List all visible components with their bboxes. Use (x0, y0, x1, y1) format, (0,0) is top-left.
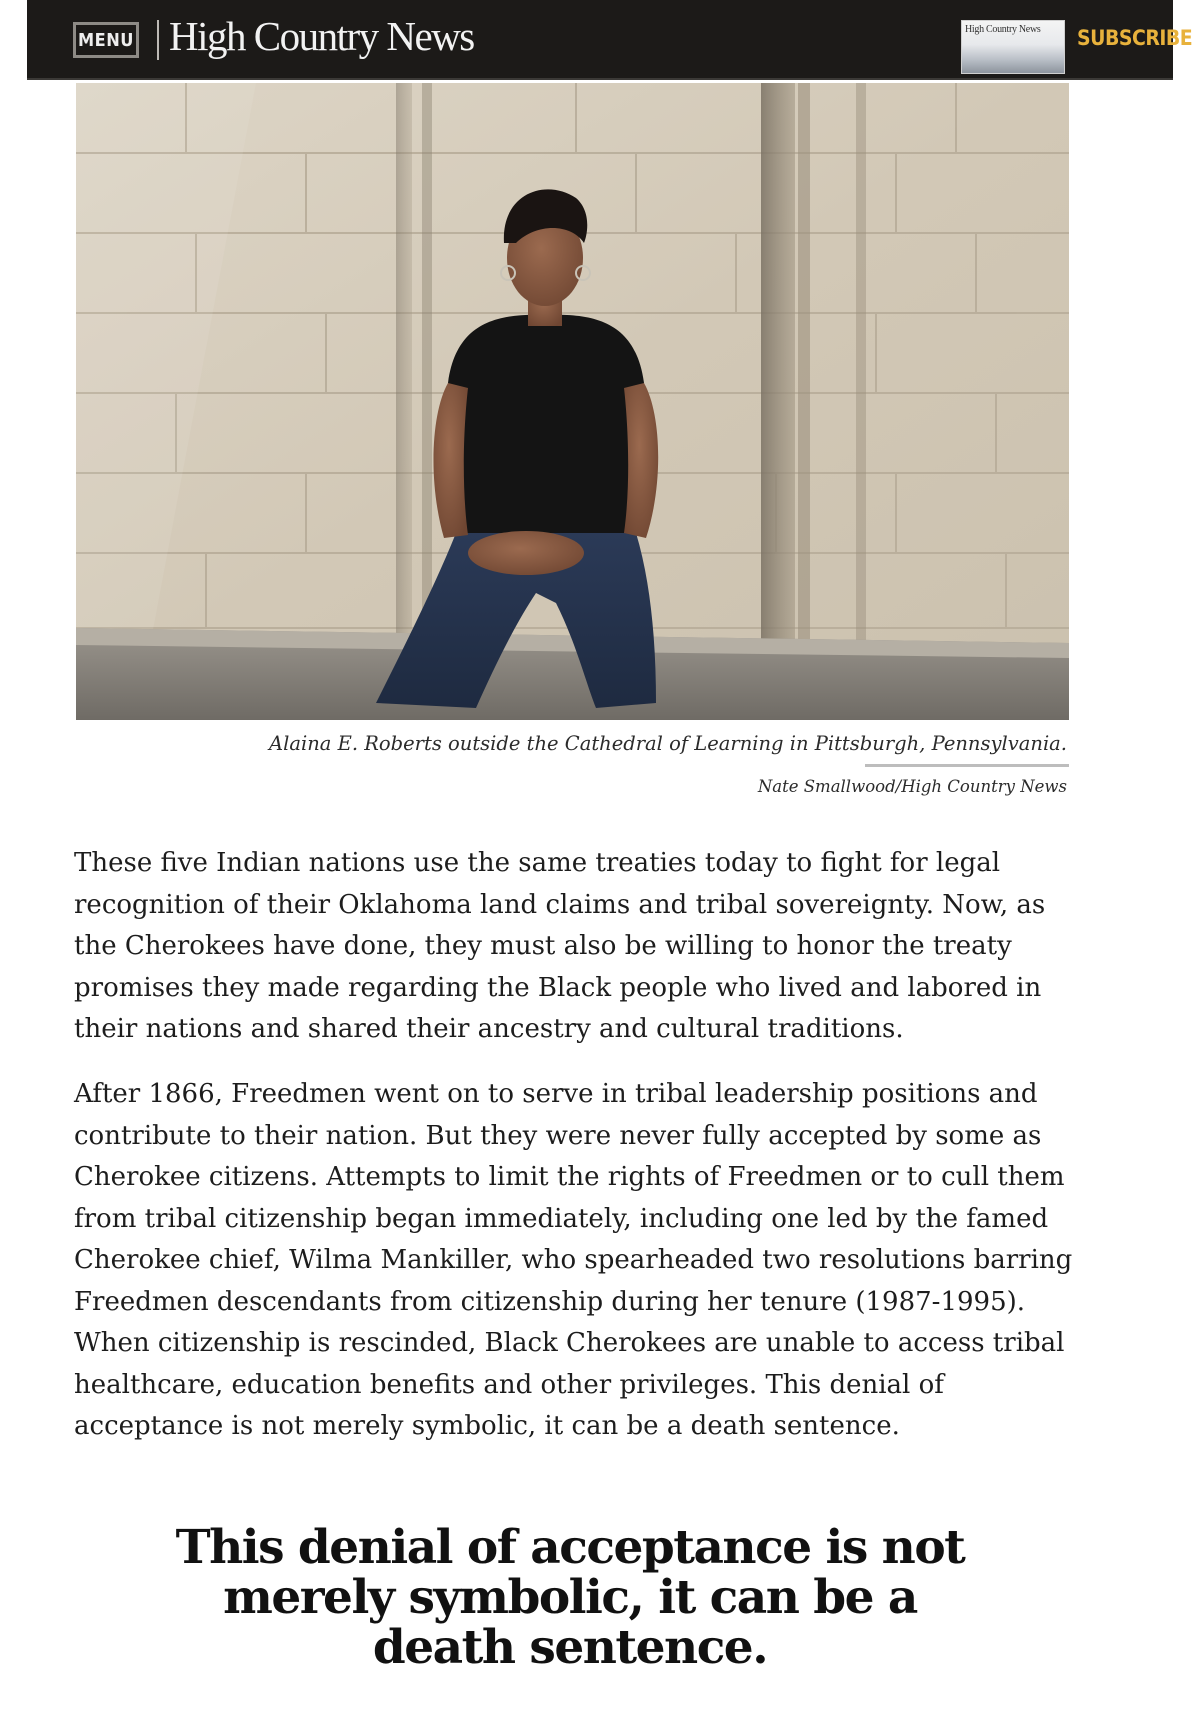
magazine-cover-thumbnail[interactable] (961, 20, 1065, 74)
menu-button[interactable]: MENU (73, 22, 139, 58)
photo-caption: Alaina E. Roberts outside the Cathedral of Learning in Pittsburgh, Pennsylvania. (269, 732, 1067, 755)
article-paragraph: These five Indian nations use the same treaties today to fight for legal recognition of their Oklahoma land claims and tribal sovereignty. Now, as the Cherokees have done, they must also be willing to honor the treaty promises they made regarding the Black people who lived and labored in their nations and shared their ancestry and cultural traditions. (74, 848, 1046, 1044)
hero-photo-illustration (76, 83, 1069, 720)
magazine-thumb-title: High Country News (965, 24, 1041, 35)
pull-quote: This denial of acceptance is not merely symbolic, it can be a death sentence. (175, 1520, 965, 1675)
caption-divider (865, 764, 1069, 767)
top-nav-bar (27, 0, 1193, 80)
subscribe-link[interactable]: SUBSCRIBE (1077, 26, 1193, 50)
brand-divider (157, 20, 159, 60)
photo-credit: Nate Smallwood/High Country News (757, 777, 1067, 796)
site-logo[interactable]: High Country News (169, 13, 474, 59)
article-paragraph: After 1866, Freedmen went on to serve in tribal leadership positions and contribute to their nation. But they were never fully accepted by some as Cherokee citizens. Attempts to limit the rights of Freedmen or to cull them from tribal citizenship began immediately, including one led by the famed Cherokee chief, Wilma Mankiller, who spearheaded two resolutions barring Freedmen descendants from citizenship during her tenure (1987-1995). When citizenship is rescinded, Black Cherokees are unable to access tribal healthcare, education benefits and other privileges. This denial of acceptance is not merely symbolic, it can be a death sentence. (74, 1079, 1073, 1441)
hero-photo (76, 83, 1069, 720)
